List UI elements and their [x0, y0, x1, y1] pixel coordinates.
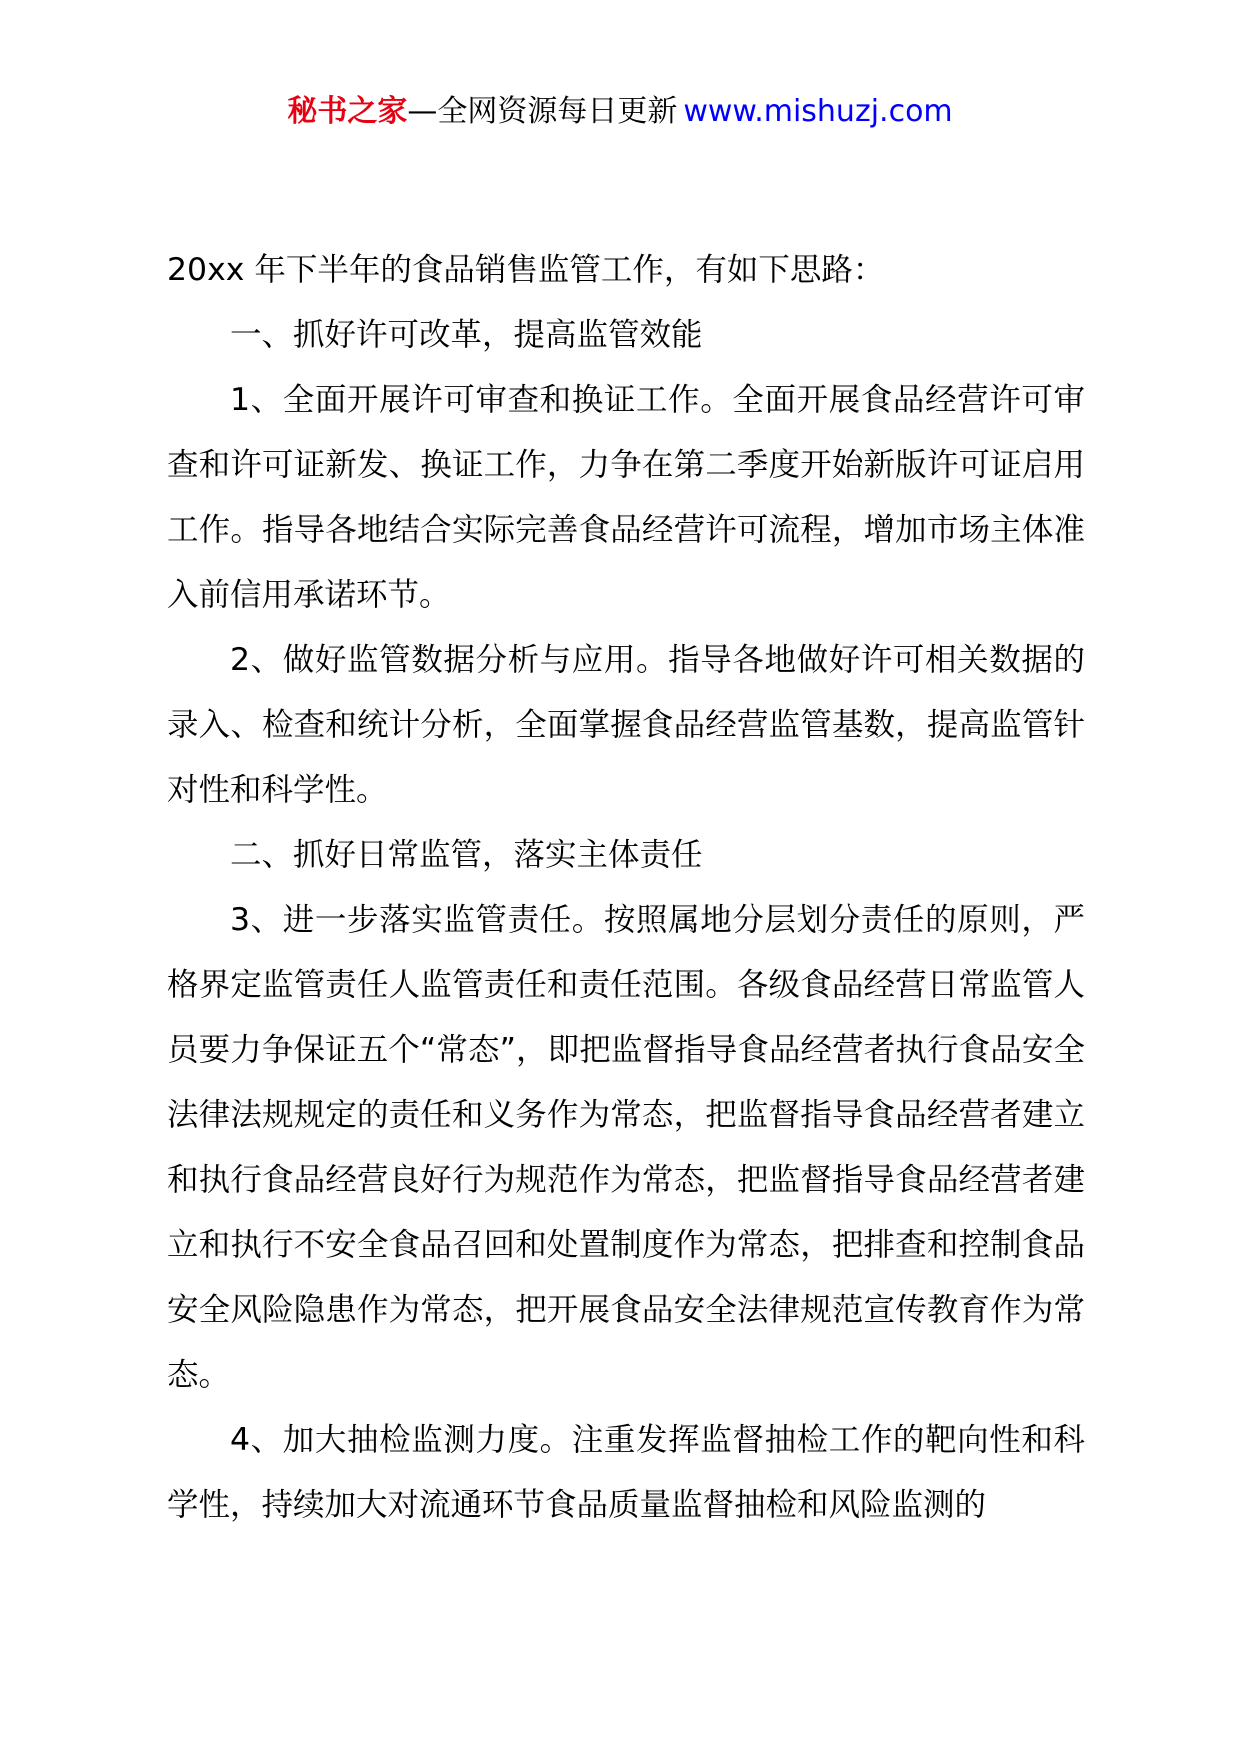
paragraph-item-4: 4、加大抽检监测力度。注重发挥监督抽检工作的靶向性和科学性，持续加大对流通环节食品质量监督抽检和风险监测的: [167, 1422, 1085, 1523]
site-brand: 秘书之家: [287, 94, 408, 129]
paragraph-item-1: 1、全面开展许可审查和换证工作。全面开展食品经营许可审查和许可证新发、换证工作，力争在第二季度开始新版许可证启用工作。指导各地结合实际完善食品经营许可流程，增加市场主体准入前信用承诺环节。: [167, 382, 1085, 613]
paragraph-item-3: 3、进一步落实监管责任。按照属地分层划分责任的原则，严格界定监管责任人监管责任和责任范围。各级食品经营日常监管人员要力争保证五个“常态”，即把监督指导食品经营者执行食品安全法律法规规定的责任和义务作为常态，把监督指导食品经营者建立和执行食品经营良好行为规范作为常态，把监督指导食品经营者建立和执行不安全食品召回和处置制度作为常态，把排查和控制食品安全风险隐患作为常态，把开展食品安全法律规范宣传教育作为常态。: [167, 902, 1085, 1393]
intro-paragraph: 20xx 年下半年的食品销售监管工作，有如下思路：: [167, 252, 885, 288]
site-url-link[interactable]: www.mishuzj.com: [683, 94, 953, 129]
site-tagline: —全网资源每日更新: [407, 94, 678, 129]
paragraph-item-2: 2、做好监管数据分析与应用。指导各地做好许可相关数据的录入、检查和统计分析，全面掌握食品经营监管基数，提高监管针对性和科学性。: [167, 642, 1085, 808]
document-body: [167, 238, 1085, 1538]
section-heading-1: 一、抓好许可改革，提高监管效能: [230, 317, 703, 353]
site-header: [0, 92, 1240, 132]
section-heading-2: 二、抓好日常监管，落实主体责任: [230, 837, 703, 873]
